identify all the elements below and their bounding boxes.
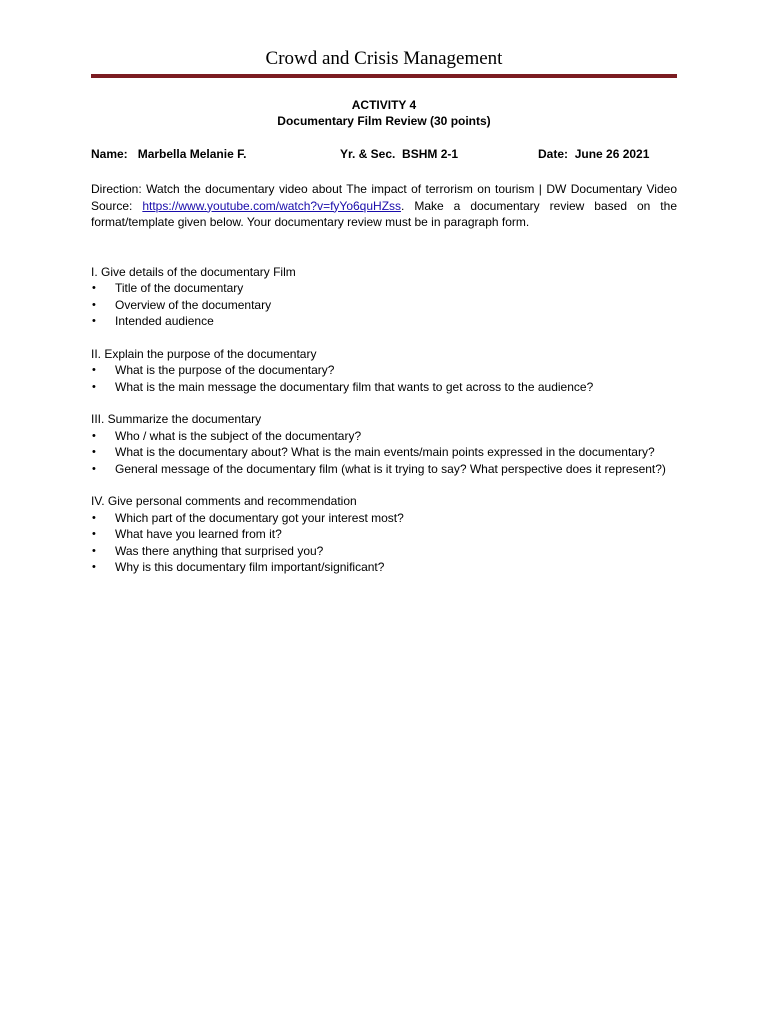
- list-item-text: What is the purpose of the documentary?: [115, 363, 335, 377]
- document-page: [91, 0, 677, 576]
- bullet-icon: •: [92, 364, 96, 376]
- list-item-text: What is the documentary about? What is the main events/main points expressed in the documentary?: [115, 445, 655, 459]
- section-details: [91, 264, 677, 330]
- student-info-row: [91, 146, 677, 164]
- bullet-list: [91, 428, 677, 478]
- list-item: [91, 297, 677, 314]
- direction-paragraph: [91, 181, 677, 231]
- list-item-text: Intended audience: [115, 314, 214, 328]
- direction-text-start: Direction: Watch the documentary video about The impact of terrorism on tourism | DW Documentary Video Source:: [91, 182, 677, 213]
- list-item: [91, 428, 677, 445]
- section-title: II. Explain the purpose of the documentary: [91, 346, 317, 361]
- bullet-icon: •: [92, 446, 96, 458]
- student-name: [91, 146, 246, 162]
- bullet-list: [91, 362, 677, 395]
- list-item-text: Which part of the documentary got your interest most?: [115, 510, 404, 525]
- list-item-text: General message of the documentary film (what is it trying to say? What perspective does it represent?): [115, 461, 666, 476]
- section-label: Yr. & Sec.: [340, 147, 396, 161]
- bullet-icon: •: [92, 561, 96, 573]
- list-item-text: What have you learned from it?: [115, 527, 282, 541]
- activity-label: ACTIVITY 4: [351, 98, 417, 112]
- direction-text-end: . Make a documentary review based on the format/template given below. Your documentary review must be in paragraph form.: [91, 198, 677, 229]
- course-title: Crowd and Crisis Management: [265, 48, 503, 69]
- date-field: [538, 146, 649, 162]
- section-title: III. Summarize the documentary: [91, 412, 262, 426]
- bullet-icon: •: [92, 315, 96, 327]
- list-item-text: Why is this documentary film important/significant?: [115, 560, 385, 574]
- bullet-icon: •: [92, 511, 96, 524]
- bullet-list: [91, 510, 677, 576]
- list-item-text: What is the main message the documentary film that wants to get across to the audience?: [115, 379, 594, 394]
- list-item-text: Title of the documentary: [115, 281, 244, 295]
- activity-subtitle: Documentary Film Review (30 points): [277, 114, 491, 128]
- bullet-icon: •: [92, 462, 96, 475]
- list-item: [91, 543, 677, 560]
- list-item: [91, 379, 677, 396]
- section-purpose: [91, 346, 677, 396]
- list-item-text: Overview of the documentary: [115, 297, 272, 312]
- header-divider: [91, 74, 677, 78]
- bullet-icon: •: [92, 282, 96, 294]
- date-label: Date:: [538, 147, 569, 161]
- list-item: [91, 280, 677, 297]
- list-item: [91, 559, 677, 576]
- section-title: I. Give details of the documentary Film: [91, 264, 296, 279]
- section-summary: [91, 411, 677, 477]
- list-item-text: Was there anything that surprised you?: [115, 543, 324, 558]
- year-section: [340, 146, 458, 162]
- list-item: [91, 362, 677, 379]
- document-header: [91, 0, 677, 78]
- list-item-text: Who / what is the subject of the documentary?: [115, 428, 362, 443]
- list-item: [91, 526, 677, 543]
- bullet-list: [91, 280, 677, 330]
- section-title: IV. Give personal comments and recommendation: [91, 494, 357, 508]
- list-item: [91, 510, 677, 527]
- name-value: Marbella Melanie F.: [137, 147, 247, 161]
- date-value: June 26 2021: [574, 147, 650, 161]
- bullet-icon: •: [92, 380, 96, 393]
- section-value: BSHM 2-1: [402, 147, 459, 161]
- list-item: [91, 313, 677, 330]
- bullet-icon: •: [92, 544, 96, 557]
- section-comments: [91, 493, 677, 576]
- activity-heading: [91, 97, 677, 129]
- list-item: [91, 444, 677, 461]
- video-source-link[interactable]: https://www.youtube.com/watch?v=fyYo6quHZss: [142, 198, 402, 213]
- name-label: Name:: [91, 147, 128, 161]
- list-item: [91, 461, 677, 478]
- bullet-icon: •: [92, 528, 96, 540]
- bullet-icon: •: [92, 298, 96, 311]
- bullet-icon: •: [92, 429, 96, 442]
